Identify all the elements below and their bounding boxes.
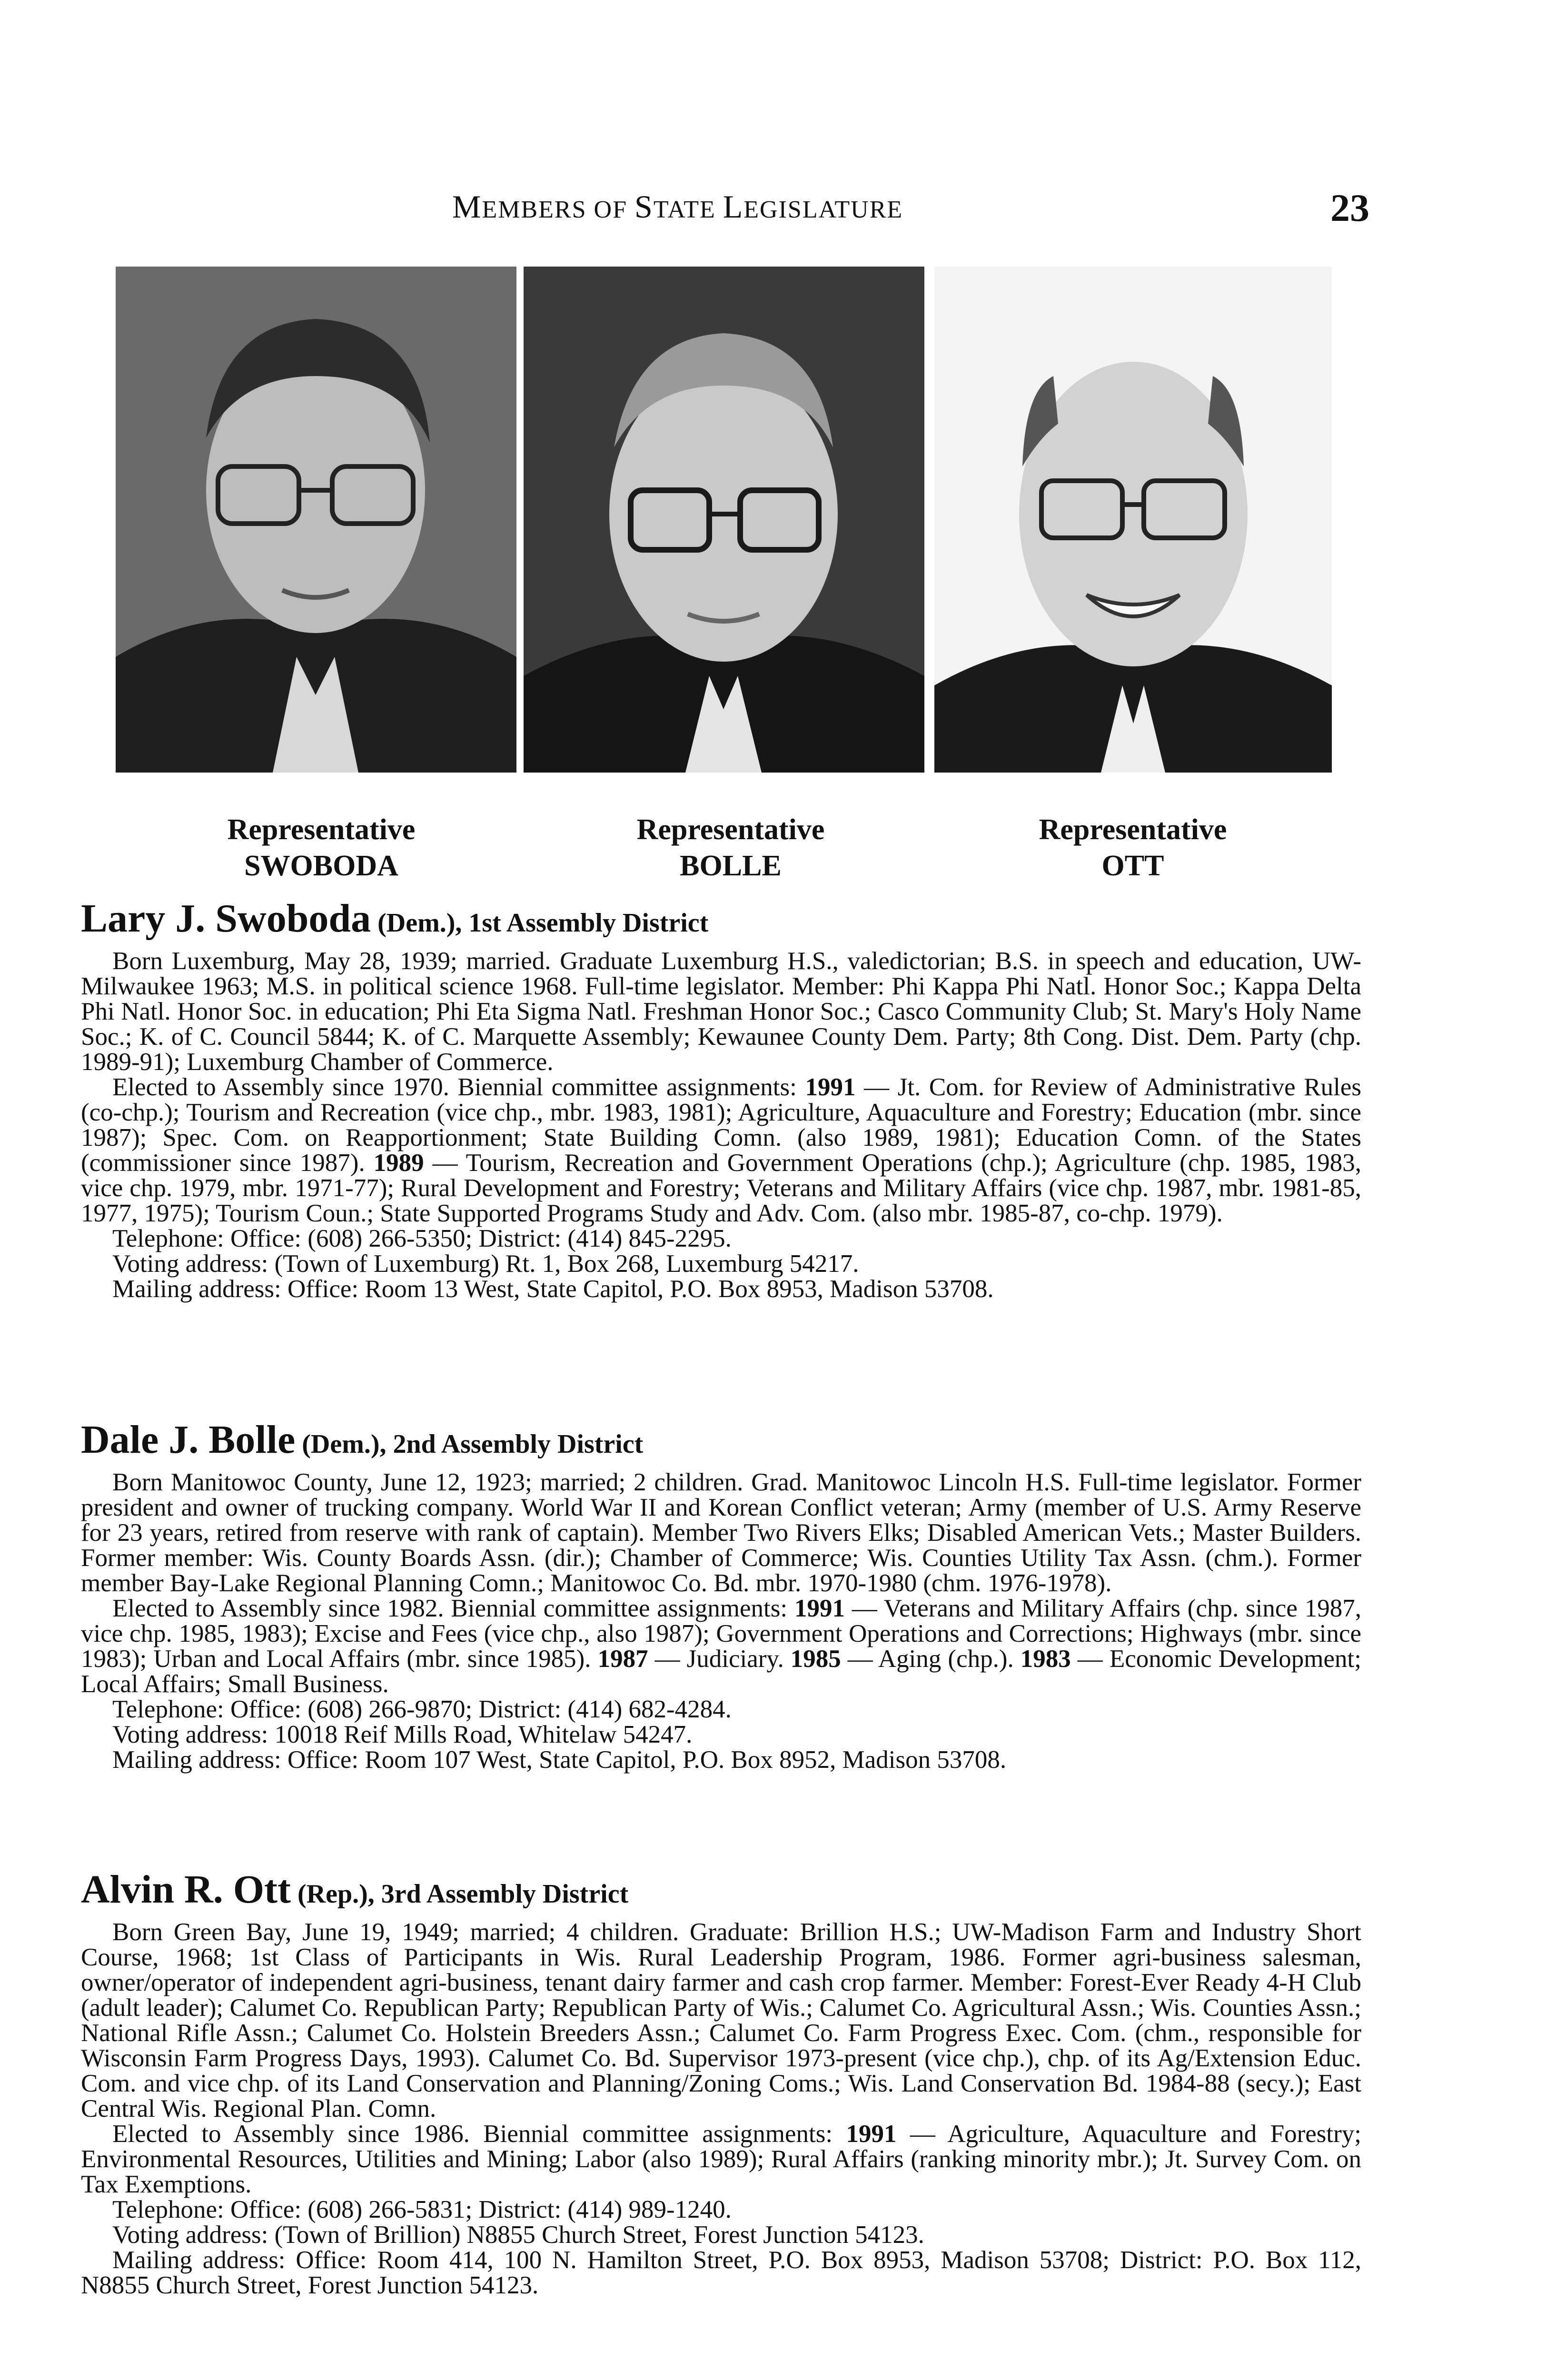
legislator-name: Alvin R. Ott [81, 1867, 291, 1912]
photo-caption-ott [966, 812, 1299, 884]
bio-heading [81, 1867, 1361, 1920]
bio-telephone: Telephone: Office: (608) 266-9870; District: (414) 682-4284. [112, 1696, 732, 1723]
bio-voting-address: Voting address: (Town of Luxemburg) Rt. 1, Box 268, Luxemburg 54217. [112, 1250, 859, 1278]
caption-name: BOLLE [680, 850, 782, 882]
bio-mailing-address: Mailing address: Office: Room 107 West, State Capitol, P.O. Box 8952, Madison 53708. [112, 1746, 1007, 1774]
bio-voting-address: Voting address: 10018 Reif Mills Road, Whitelaw 54247. [112, 1721, 693, 1748]
bio-heading [81, 1418, 1361, 1470]
photo-caption-swoboda [155, 812, 488, 884]
legislator-name: Lary J. Swoboda [81, 896, 371, 941]
bio-background: Born Manitowoc County, June 12, 1923; married; 2 children. Grad. Manitowoc Lincoln H.S. Full-time legislator. Former president and owner of trucking company. World War II and Korean Conflict veteran; Army (member of U.S. Army Reserve for 23 years, retired from reserve with rank of captain). Member Two Rivers Elks; Disabled American Vets.; Master Builders. Former member: Wis. County Boards Assn. (dir.); Chamber of Commerce; Wis. Counties Utility Tax Assn. (chm.). Former member Bay-Lake Regional Planning Comn.; Manitowoc Co. Bd. mbr. 1970-1980 (chm. 1976-1978). [81, 1468, 1361, 1597]
running-head: MEMBERS OF STATE LEGISLATURE [452, 188, 903, 225]
bio-voting-address: Voting address: (Town of Brillion) N8855 Church Street, Forest Junction 54123. [112, 2221, 924, 2249]
caption-role: Representative [227, 813, 416, 846]
photo-caption-bolle [564, 812, 897, 884]
party-district: (Dem.), 1st Assembly District [371, 908, 709, 938]
page-number: 23 [1330, 186, 1369, 229]
bio-mailing-address: Mailing address: Office: Room 13 West, State Capitol, P.O. Box 8953, Madison 53708. [112, 1275, 994, 1303]
bio-telephone: Telephone: Office: (608) 266-5350; District: (414) 845-2295. [112, 1225, 732, 1252]
caption-name: OTT [1101, 850, 1164, 882]
portrait-photo-swoboda [116, 267, 516, 773]
bio-committees: Elected to Assembly since 1982. Biennial committee assignments: 1991 — Veterans and Military Affairs (chp. since 1987, vice chp. 1985, 1983); Excise and Fees (vice chp., also 1987); Government Operations and Corrections; Highways (mbr. since 1983); Urban and Local Affairs (mbr. since 1985). 1987 — Judiciary. 1985 — Aging (chp.). 1983 — Economic Development; Local Affairs; Small Business. [81, 1595, 1361, 1698]
portrait-photo-bolle [524, 267, 924, 773]
biography-ott [81, 1867, 1361, 2299]
party-district: (Dem.), 2nd Assembly District [295, 1429, 644, 1459]
bio-background: Born Luxemburg, May 28, 1939; married. Graduate Luxemburg H.S., valedictorian; B.S. in speech and education, UW-Milwaukee 1963; M.S. in political science 1968. Full-time legislator. Member: Phi Kappa Phi Natl. Honor Soc.; Kappa Delta Phi Natl. Honor Soc. in education; Phi Eta Sigma Natl. Freshman Honor Soc.; Casco Community Club; St. Mary's Holy Name Soc.; K. of C. Council 5844; K. of C. Marquette Assembly; Kewaunee County Dem. Party; 8th Cong. Dist. Dem. Party (chp. 1989-91); Luxemburg Chamber of Commerce. [81, 947, 1361, 1076]
portrait-photo-ott [934, 267, 1332, 773]
bio-heading [81, 896, 1361, 949]
bio-mailing-address: Mailing address: Office: Room 414, 100 N. Hamilton Street, P.O. Box 8953, Madison 53708; District: P.O. Box 112, N8855 Church Street, Forest Junction 54123. [81, 2246, 1361, 2299]
caption-role: Representative [1039, 813, 1227, 846]
party-district: (Rep.), 3rd Assembly District [291, 1879, 629, 1909]
biography-bolle [81, 1418, 1361, 1774]
caption-name: SWOBODA [244, 850, 398, 882]
legislator-name: Dale J. Bolle [81, 1418, 296, 1462]
caption-role: Representative [636, 813, 825, 846]
bio-telephone: Telephone: Office: (608) 266-5831; District: (414) 989-1240. [112, 2196, 732, 2223]
biography-swoboda [81, 896, 1362, 1303]
bio-committees: Elected to Assembly since 1970. Biennial committee assignments: 1991 — Jt. Com. for Review of Administrative Rules (co-chp.); Tourism and Recreation (vice chp., mbr. 1983, 1981); Agriculture, Aquaculture and Forestry; Education (mbr. since 1987); Spec. Com. on Reapportionment; State Building Comn. (also 1989, 1981); Education Comn. of the States (commissioner since 1987). 1989 — Tourism, Recreation and Government Operations (chp.); Agriculture (chp. 1985, 1983, vice chp. 1979, mbr. 1971-77); Rural Development and Forestry; Veterans and Military Affairs (vice chp. 1987, mbr. 1981-85, 1977, 1975); Tourism Coun.; State Supported Programs Study and Adv. Com. (also mbr. 1985-87, co-chp. 1979). [81, 1073, 1362, 1227]
bio-background: Born Green Bay, June 19, 1949; married; 4 children. Graduate: Brillion H.S.; UW-Madison Farm and Industry Short Course, 1968; 1st Class of Participants in Wis. Rural Leadership Program, 1986. Former agri-business salesman, owner/operator of independent agri-business, tenant dairy farmer and cash crop farmer. Member: Forest-Ever Ready 4-H Club (adult leader); Calumet Co. Republican Party; Republican Party of Wis.; Calumet Co. Agricultural Assn.; Wis. Counties Assn.; National Rifle Assn.; Calumet Co. Holstein Breeders Assn.; Calumet Co. Farm Progress Exec. Com. (chm., responsible for Wisconsin Farm Progress Days, 1993). Calumet Co. Bd. Supervisor 1973-present (vice chp.), chp. of its Ag/Extension Educ. Com. and vice chp. of its Land Conservation and Planning/Zoning Coms.; Wis. Land Conservation Bd. 1984-88 (secy.); East Central Wis. Regional Plan. Comn. [81, 1918, 1361, 2122]
bio-committees: Elected to Assembly since 1986. Biennial committee assignments: 1991 — Agriculture, Aquaculture and Forestry; Environmental Resources, Utilities and Mining; Labor (also 1989); Rural Affairs (ranking minority mbr.); Jt. Survey Com. on Tax Exemptions. [81, 2120, 1361, 2198]
